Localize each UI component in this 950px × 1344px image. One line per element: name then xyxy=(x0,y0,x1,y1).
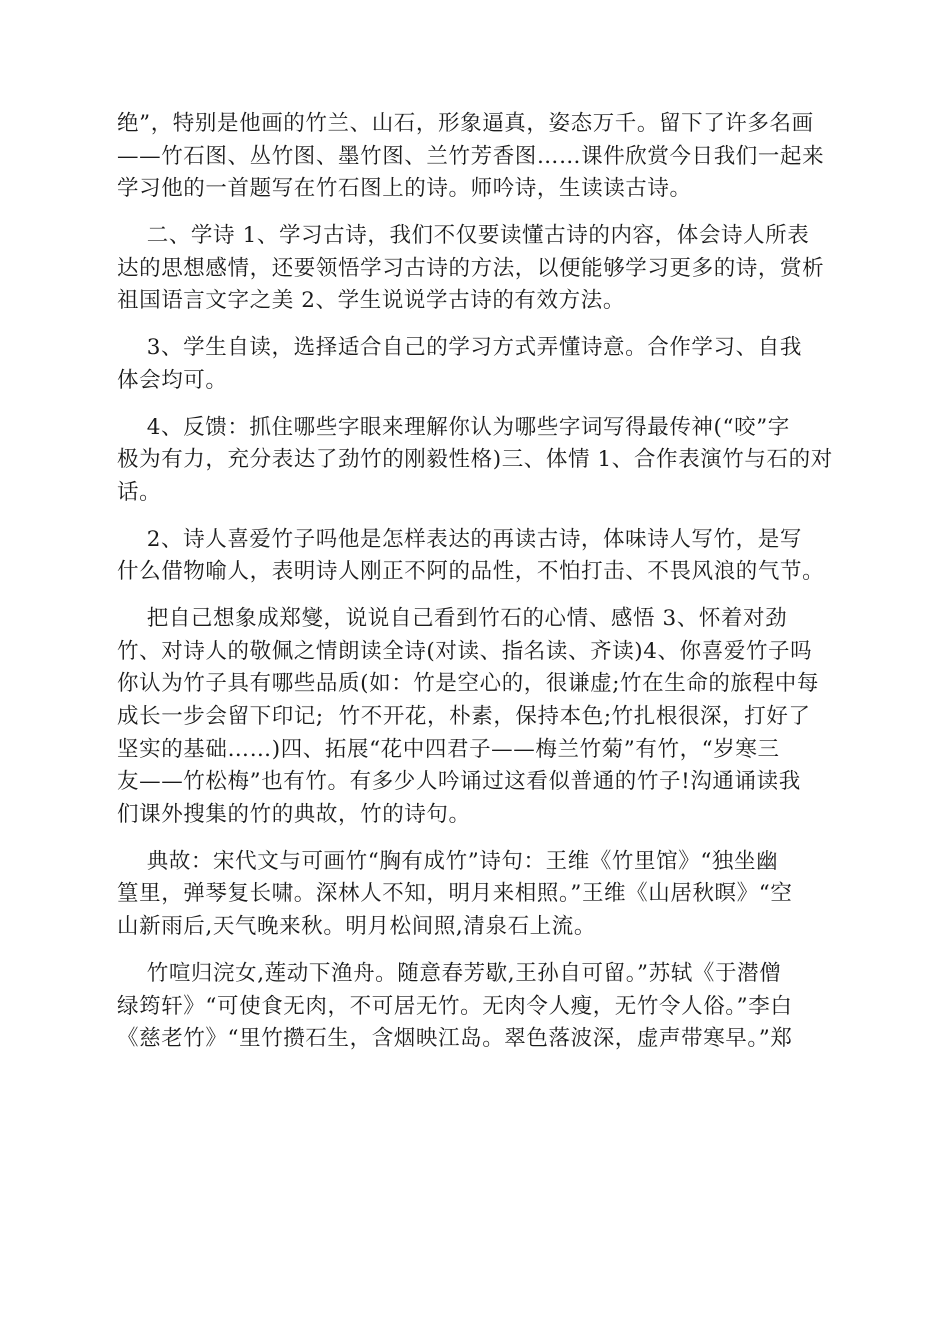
document-page xyxy=(117,108,833,1070)
text-line: 祖国语言文字之美 2、学生说说学古诗的有效方法。 xyxy=(117,288,625,314)
text-line: 友——竹松梅”也有竹。有多少人吟诵过这看似普通的竹子!沟通诵读我 xyxy=(117,769,801,795)
paragraph-feedback xyxy=(117,412,833,510)
paragraph-poet-love-bamboo xyxy=(117,524,833,589)
paragraph-allusions xyxy=(117,846,833,944)
text-line: 坚实的基础……)四、拓展“花中四君子——梅兰竹菊”有竹，“岁寒三 xyxy=(117,736,780,762)
text-line: 你认为竹子具有哪些品质(如：竹是空心的，很谦虚;竹在生命的旅程中每 xyxy=(117,671,819,697)
text-line: 达的思想感情，还要领悟学习古诗的方法，以便能够学习更多的诗，赏析 xyxy=(117,255,825,281)
text-line: 绿筠轩》“可使食无肉，不可居无竹。无肉令人瘦，无竹令人俗。”李白 xyxy=(117,993,793,1019)
text-line: 极为有力，充分表达了劲竹的刚毅性格)三、体情 1、合作表演竹与石的对 xyxy=(117,447,833,473)
text-line: 体会均可。 xyxy=(117,367,228,393)
text-line: 学习他的一首题写在竹石图上的诗。师吟诗，生读读古诗。 xyxy=(117,176,692,202)
text-line: 2、诗人喜爱竹子吗他是怎样表达的再读古诗，体味诗人写竹，是写 xyxy=(117,526,802,552)
text-line: 们课外搜集的竹的典故，竹的诗句。 xyxy=(117,802,471,828)
text-line: 成长一步会留下印记; 竹不开花，朴素，保持本色;竹扎根很深，打好了 xyxy=(117,704,811,729)
text-line: 《慈老竹》“里竹攒石生，含烟映江岛。翠色落波深，虚声带寒早。”郑 xyxy=(117,1026,793,1052)
paragraph-intro-continued xyxy=(117,108,833,206)
text-line: 什么借物喻人，表明诗人刚正不阿的品性，不怕打击、不畏风浪的气节。 xyxy=(117,559,825,585)
paragraph-self-study xyxy=(117,332,833,397)
text-line: 把自己想象成郑燮，说说自己看到竹石的心情、感悟 3、怀着对劲 xyxy=(117,605,788,631)
paragraph-learn-poem xyxy=(117,220,833,318)
text-line: 竹喧归浣女,莲动下渔舟。随意春芳歇,王孙自可留。”苏轼《于潜僧 xyxy=(117,960,782,986)
paragraph-imagine-zhengxie xyxy=(117,603,833,832)
text-line: 4、反馈：抓住哪些字眼来理解你认为哪些字词写得最传神(“咬”字 xyxy=(117,414,790,440)
text-line: 话。 xyxy=(117,479,162,505)
text-line: 山新雨后,天气晚来秋。明月松间照,清泉石上流。 xyxy=(117,914,596,940)
text-line: 二、学诗 1、学习古诗，我们不仅要读懂古诗的内容，体会诗人所表 xyxy=(117,223,810,249)
paragraph-poems xyxy=(117,958,833,1056)
text-line: ——竹石图、丛竹图、墨竹图、兰竹芳香图……课件欣赏今日我们一起来 xyxy=(117,143,825,169)
text-line: 绝”，特别是他画的竹兰、山石，形象逼真，姿态万千。留下了许多名画 xyxy=(117,111,814,136)
text-line: 典故：宋代文与可画竹“胸有成竹”诗句：王维《竹里馆》“独坐幽 xyxy=(117,848,779,874)
text-line: 篁里，弹琴复长啸。深林人不知，明月来相照。”王维《山居秋暝》“空 xyxy=(117,881,793,907)
text-line: 3、学生自读，选择适合自己的学习方式弄懂诗意。合作学习、自我 xyxy=(117,335,802,361)
text-line: 竹、对诗人的敬佩之情朗读全诗(对读、指名读、齐读)4、你喜爱竹子吗 xyxy=(117,638,813,664)
